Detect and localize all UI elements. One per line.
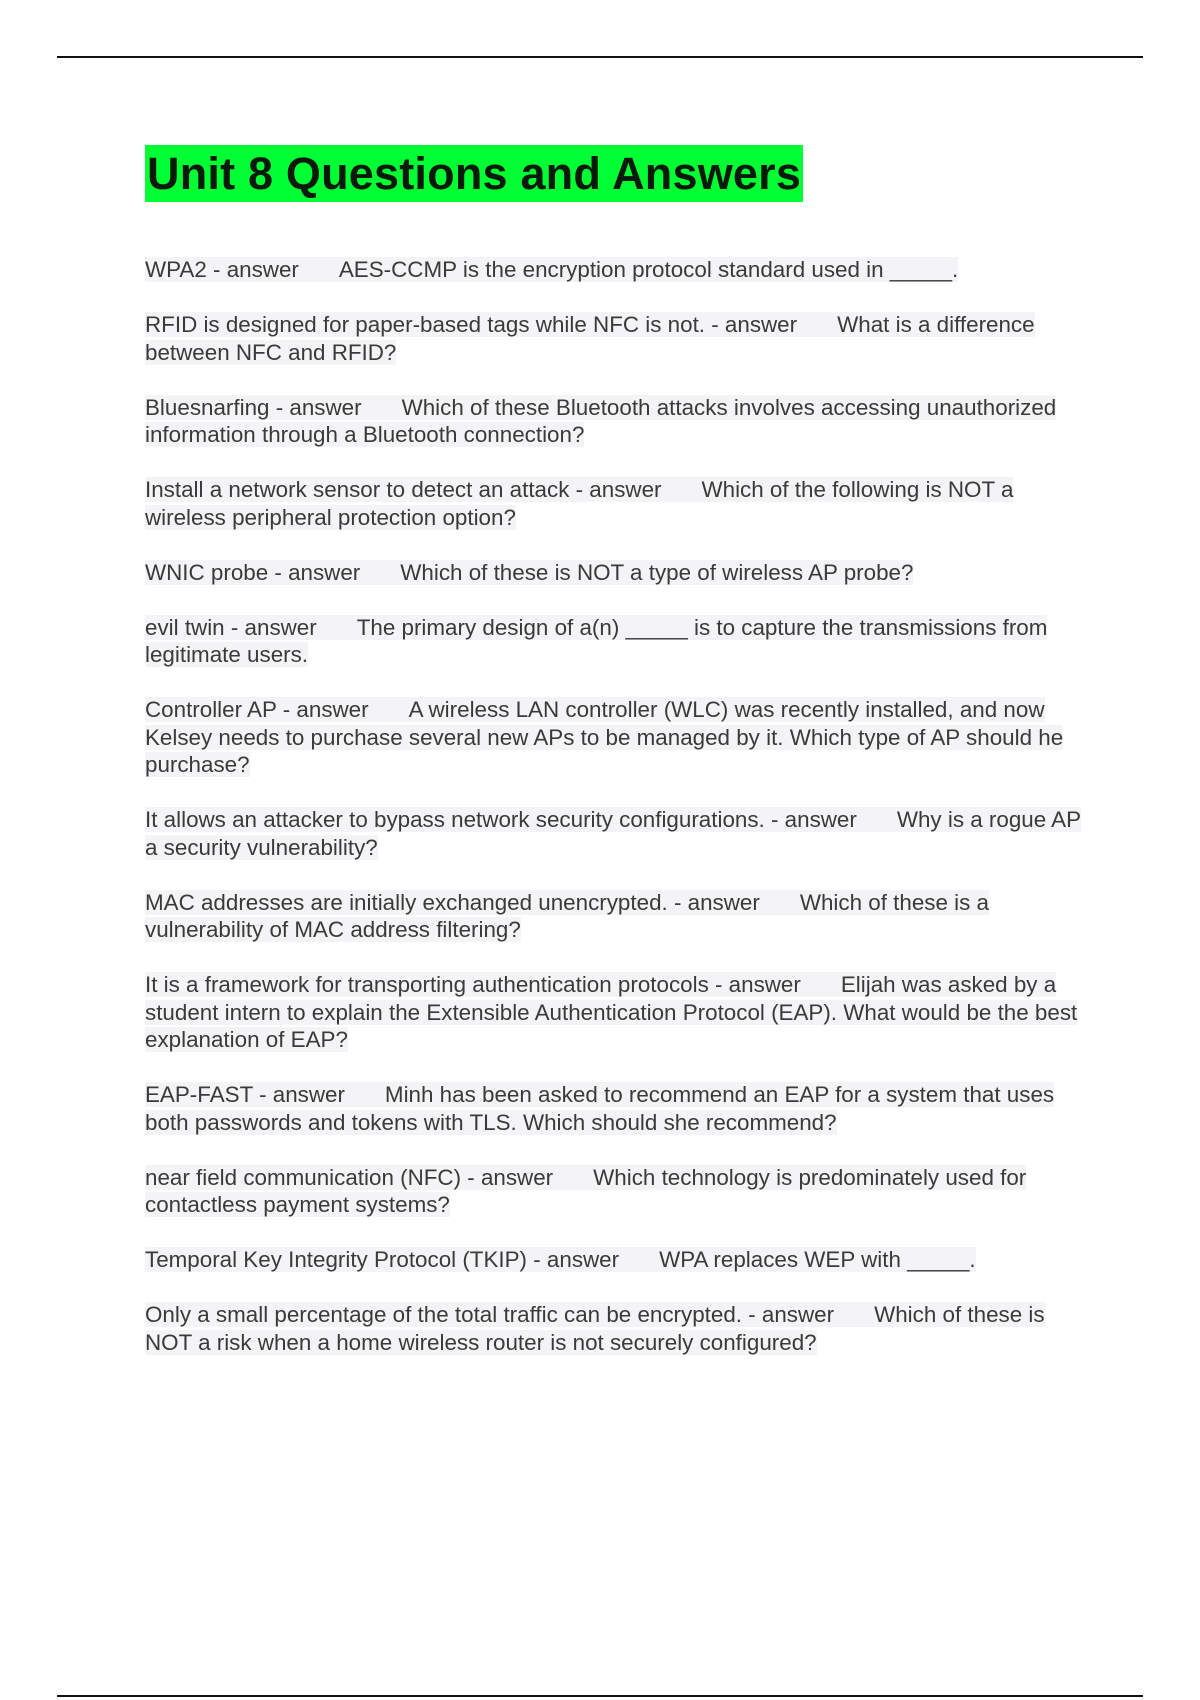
qa-item: [145, 971, 1085, 1054]
qa-item: [145, 1246, 1085, 1274]
qa-question: WPA replaces WEP with _____.: [659, 1247, 976, 1272]
qa-answer: EAP-FAST - answer: [145, 1082, 345, 1107]
qa-answer: WPA2 - answer: [145, 257, 299, 282]
qa-question: Which of these is NOT a risk when a home wireless router is not securely configured?: [145, 1302, 1045, 1355]
qa-question: Why is a rogue AP a security vulnerability?: [145, 807, 1082, 860]
qa-answer: Temporal Key Integrity Protocol (TKIP) - answer: [145, 1247, 620, 1272]
qa-question: Elijah was asked by a student intern to explain the Extensible Authentication Protocol (EAP). What would be the best explanation of EAP?: [145, 972, 1078, 1052]
qa-question: Which of these is a vulnerability of MAC address filtering?: [145, 889, 989, 942]
qa-item: [145, 1164, 1085, 1219]
qa-answer: Bluesnarfing - answer: [145, 394, 362, 420]
qa-item: [145, 889, 1085, 944]
qa-answer: Only a small percentage of the total traffic can be encrypted. - answer: [145, 1302, 835, 1327]
qa-answer: Controller AP - answer: [145, 697, 369, 722]
qa-item: [145, 1081, 1085, 1136]
qa-question: Which of the following is NOT a wireless peripheral protection option?: [145, 477, 1014, 530]
qa-item: [145, 311, 1085, 366]
page-title: Unit 8 Questions and Answers: [145, 145, 803, 202]
qa-answer: MAC addresses are initially exchanged unencrypted. - answer: [145, 889, 760, 915]
qa-question: Minh has been asked to recommend an EAP for a system that uses both passwords and tokens with TLS. Which should she recommend?: [145, 1082, 1055, 1135]
title-block: [145, 145, 803, 202]
qa-list: [145, 256, 1085, 1384]
qa-answer: It is a framework for transporting authentication protocols - answer: [145, 972, 801, 997]
qa-answer: near field communication (NFC) - answer: [145, 1164, 554, 1190]
qa-item: [145, 394, 1085, 449]
top-rule: [57, 56, 1143, 58]
qa-question: The primary design of a(n) _____ is to capture the transmissions from legitimate users.: [145, 614, 1048, 667]
qa-item: [145, 1301, 1085, 1356]
qa-answer: It allows an attacker to bypass network security configurations. - answer: [145, 807, 857, 832]
qa-question: AES-CCMP is the encryption protocol standard used in _____.: [338, 257, 959, 282]
qa-question: Which technology is predominately used for contactless payment systems?: [145, 1164, 1027, 1217]
qa-item: [145, 476, 1085, 531]
qa-answer: evil twin - answer: [145, 614, 317, 640]
bottom-rule: [57, 1695, 1143, 1697]
qa-answer: Install a network sensor to detect an attack - answer: [145, 477, 662, 502]
qa-question: Which of these is NOT a type of wireless AP probe?: [400, 559, 914, 585]
qa-item: [145, 806, 1085, 861]
qa-question: A wireless LAN controller (WLC) was recently installed, and now Kelsey needs to purchase several new APs to be managed by it. Which type of AP should he purchase?: [145, 697, 1064, 777]
qa-item: [145, 256, 1085, 284]
qa-answer: RFID is designed for paper-based tags while NFC is not. - answer: [145, 312, 798, 337]
qa-question: What is a difference between NFC and RFID?: [145, 312, 1035, 365]
qa-question: Which of these Bluetooth attacks involves accessing unauthorized information through a Bluetooth connection?: [145, 394, 1057, 447]
qa-item: [145, 614, 1085, 669]
qa-item: [145, 559, 1085, 587]
qa-answer: WNIC probe - answer: [145, 559, 361, 585]
qa-item: [145, 696, 1085, 779]
